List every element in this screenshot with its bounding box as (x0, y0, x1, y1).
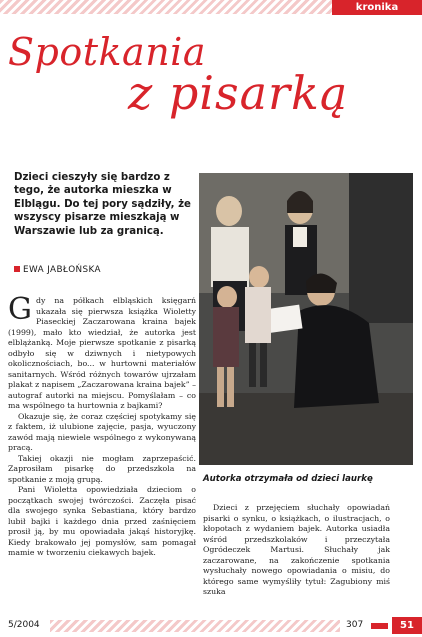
article-lead: Dzieci cieszyły się bardzo z tego, że autorka mieszka w Elblągu. Do tej pory sądziły, że wszyscy pisarze mieszkają w Warszawie lub za granicą. (14, 172, 191, 237)
article-column-right (203, 503, 390, 598)
photo-illustration (199, 173, 413, 465)
article-paragraph: Takiej okazji nie mogłam zaprzepaścić. Zaprosiłam pisarkę do przedszkola na spotkanie z moją grupą. (8, 453, 196, 484)
cumulative-page-number: 307 (346, 620, 364, 630)
article-paragraph: Okazuje się, że coraz częściej spotykamy się z faktem, iż ulubione zajęcie, pasja, wyuczony zawód mają niewiele wspólnego z wykonywaną pracą. (8, 411, 196, 452)
article-title-line2: z pisarką (128, 66, 349, 120)
article-column-left (8, 292, 196, 559)
issue-number: 5/2004 (8, 620, 40, 630)
article-title-line1: Spotkania (8, 30, 206, 74)
footer-stripe (50, 620, 340, 632)
article-paragraph: Dzieci z przejęciem słuchały opowiadań pisarki o synku, o książkach, o ilustracjach, o kłopotach z wydaniem bajek. Autorka usiadła wśród przedszkolaków i przeczytała Ogródeczek Martusi. Słuchały jak zaczarowane, na zakończenie spotkania wysłuchały nowego opowiadania o misiu, do którego same wymyśliły tytuł: Zagubiony miś szuka (203, 503, 390, 596)
article-paragraph: Pani Wioletta opowiedziała dzieciom o początkach swojej twórczości. Zaczęła pisać dla swojego synka Sebastiana, który bardzo lubił bajki i każdego dnia przed zaśnięciem prosił ją, by mu opowiadała jakąś historyjkę. Kiedy brakowało jej pomysłów, sam pomagał mamie w tworzeniu ciekawych bajek. (8, 485, 196, 557)
page-number: 51 (392, 617, 422, 634)
photo-caption: Autorka otrzymała od dzieci laurkę (203, 474, 373, 484)
author-name: EWA JABŁOŃSKA (23, 265, 101, 275)
article-photo (199, 173, 413, 465)
footer-accent-bar (371, 623, 388, 629)
section-tag: kronika (332, 0, 422, 15)
article-paragraph: Gdy na półkach elbląskich księgarń ukazała się pierwsza książka Wioletty Piaseckiej Zaczarowana kraina bajek (1999), mało kto wiedział, że autorka jest elblążanką. Moje pierwsze spotkanie z pisarką odbyło się w dziwnych i nietypowych okolicznościach, bo... w hurtowni materiałów sanitarnych. Wśród różnych towarów ujrzałam plakat z napisem „Zaczarowana kraina bajek” – autograf autorki na miejscu. Pomyślałam – co ma wspólnego ta hurtownia z bajkami? (8, 292, 196, 410)
drop-cap: G (8, 292, 32, 327)
author-byline (14, 265, 101, 275)
byline-marker-icon (14, 266, 20, 272)
